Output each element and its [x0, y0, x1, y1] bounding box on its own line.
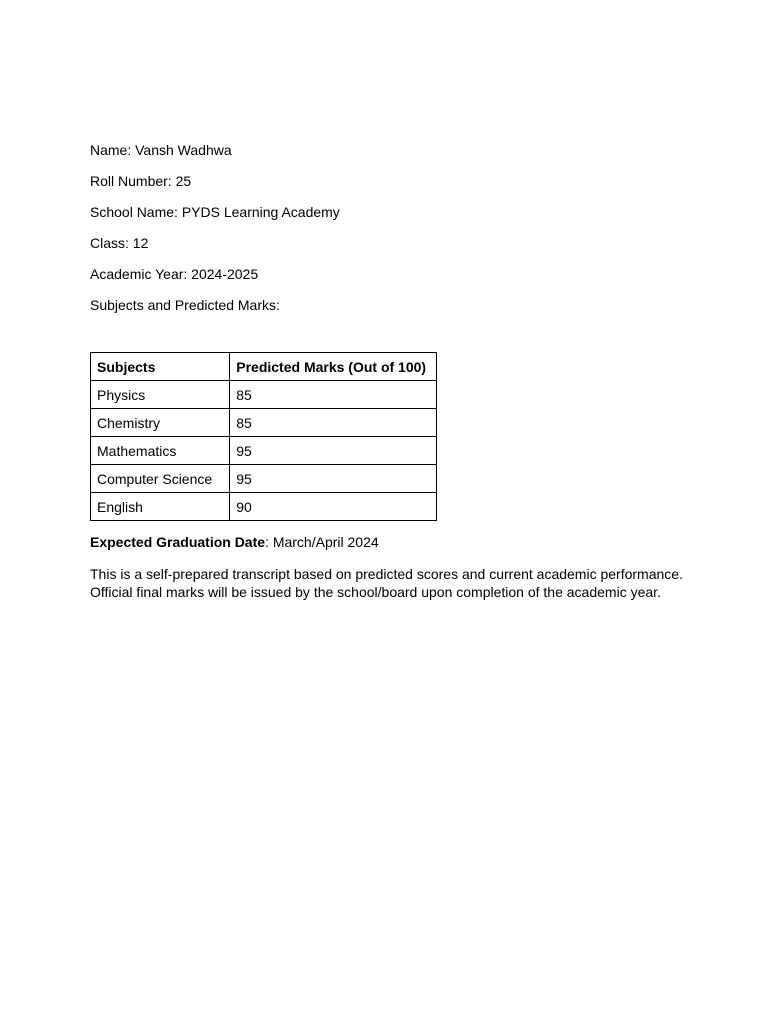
transcript-note — [90, 565, 690, 601]
header-subjects: Subjects — [91, 353, 230, 381]
graduation-label: Expected Graduation Date — [90, 534, 266, 550]
marks-cell: 85 — [230, 409, 437, 437]
graduation-value: : March/April 2024 — [265, 534, 379, 550]
class: Class: 12 — [90, 235, 149, 251]
table-row — [91, 381, 437, 409]
marks-cell: 85 — [230, 381, 437, 409]
marks-cell: 90 — [230, 493, 437, 521]
school-name: School Name: PYDS Learning Academy — [90, 204, 340, 220]
subject-cell: Computer Science — [91, 465, 230, 493]
table-row — [91, 493, 437, 521]
expected-graduation-date — [90, 533, 690, 551]
subject-cell: English — [91, 493, 230, 521]
transcript-content — [90, 141, 690, 615]
marks-cell: 95 — [230, 437, 437, 465]
subjects-heading: Subjects and Predicted Marks: — [90, 297, 280, 313]
marks-table — [90, 352, 437, 521]
table-row — [91, 437, 437, 465]
student-name: Name: Vansh Wadhwa — [90, 142, 232, 158]
marks-cell: 95 — [230, 465, 437, 493]
academic-year: Academic Year: 2024-2025 — [90, 266, 259, 282]
roll-number: Roll Number: 25 — [90, 173, 192, 189]
table-row — [91, 465, 437, 493]
table-header-row — [91, 353, 437, 381]
table-row — [91, 409, 437, 437]
subject-cell: Chemistry — [91, 409, 230, 437]
subject-cell: Mathematics — [91, 437, 230, 465]
subject-cell: Physics — [91, 381, 230, 409]
note-line-2: Official final marks will be issued by the school/board upon completion of the academic year. — [90, 584, 661, 600]
note-line-1: This is a self-prepared transcript based on predicted scores and current academic performance. — [90, 566, 683, 582]
header-predicted-marks: Predicted Marks (Out of 100) — [230, 353, 437, 381]
